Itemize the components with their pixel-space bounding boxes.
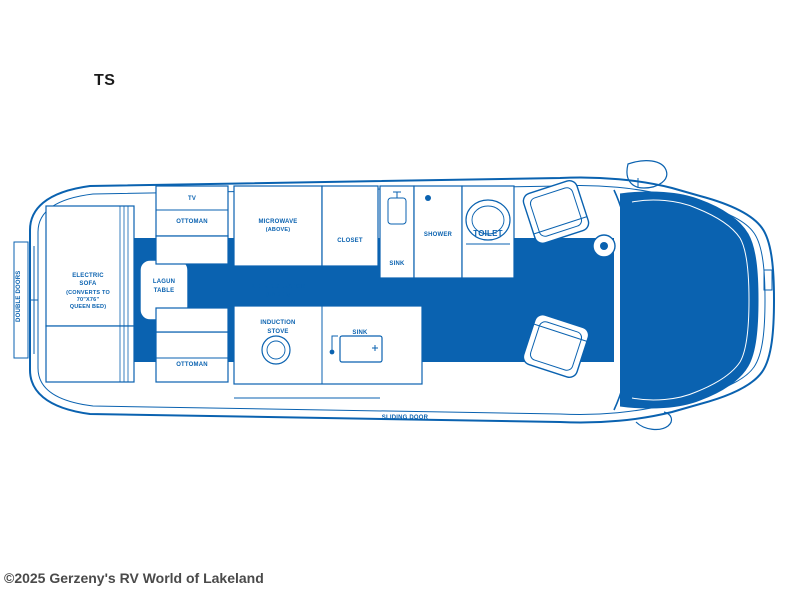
label-electric-sofa-2: SOFA: [79, 281, 97, 287]
label-electric-sofa-sub2: 70"X76": [76, 297, 100, 303]
label-lagun-table-2: TABLE: [153, 288, 175, 294]
label-double-doors: DOUBLE DOORS: [15, 270, 22, 322]
label-induction-stove: INDUCTION: [260, 320, 296, 326]
label-closet: CLOSET: [337, 238, 363, 244]
label-refridgerator-sub: (UNDER): [265, 292, 291, 298]
label-microwave-sub: (ABOVE): [265, 227, 291, 233]
label-sink-bath: SINK: [389, 261, 405, 267]
label-microwave: MICROWAVE: [258, 219, 298, 225]
label-electric-sofa-sub: (CONVERTS TO: [66, 290, 110, 296]
label-electric-sofa: ELECTRIC: [72, 273, 104, 279]
label-sliding-door: SLIDING DOOR: [381, 415, 429, 421]
label-refridgerator: REFRIDGERATOR: [250, 284, 306, 290]
page-title: TS: [94, 72, 116, 89]
floorplan-diagram: [0, 150, 800, 450]
label-tv: TV: [187, 196, 197, 202]
label-ottoman-bottom: OTTOMAN: [176, 362, 208, 368]
label-induction-stove-2: STOVE: [267, 329, 289, 335]
label-lagun-table: LAGUN: [152, 279, 176, 285]
label-ottoman-top: OTTOMAN: [176, 219, 208, 225]
label-toilet: TOILET: [473, 229, 503, 238]
label-shower: SHOWER: [423, 232, 453, 238]
copyright-notice: ©2025 Gerzeny's RV World of Lakeland: [4, 570, 264, 586]
label-electric-sofa-sub3: QUEEN BED): [69, 304, 107, 310]
label-sink-galley: SINK: [352, 330, 368, 336]
